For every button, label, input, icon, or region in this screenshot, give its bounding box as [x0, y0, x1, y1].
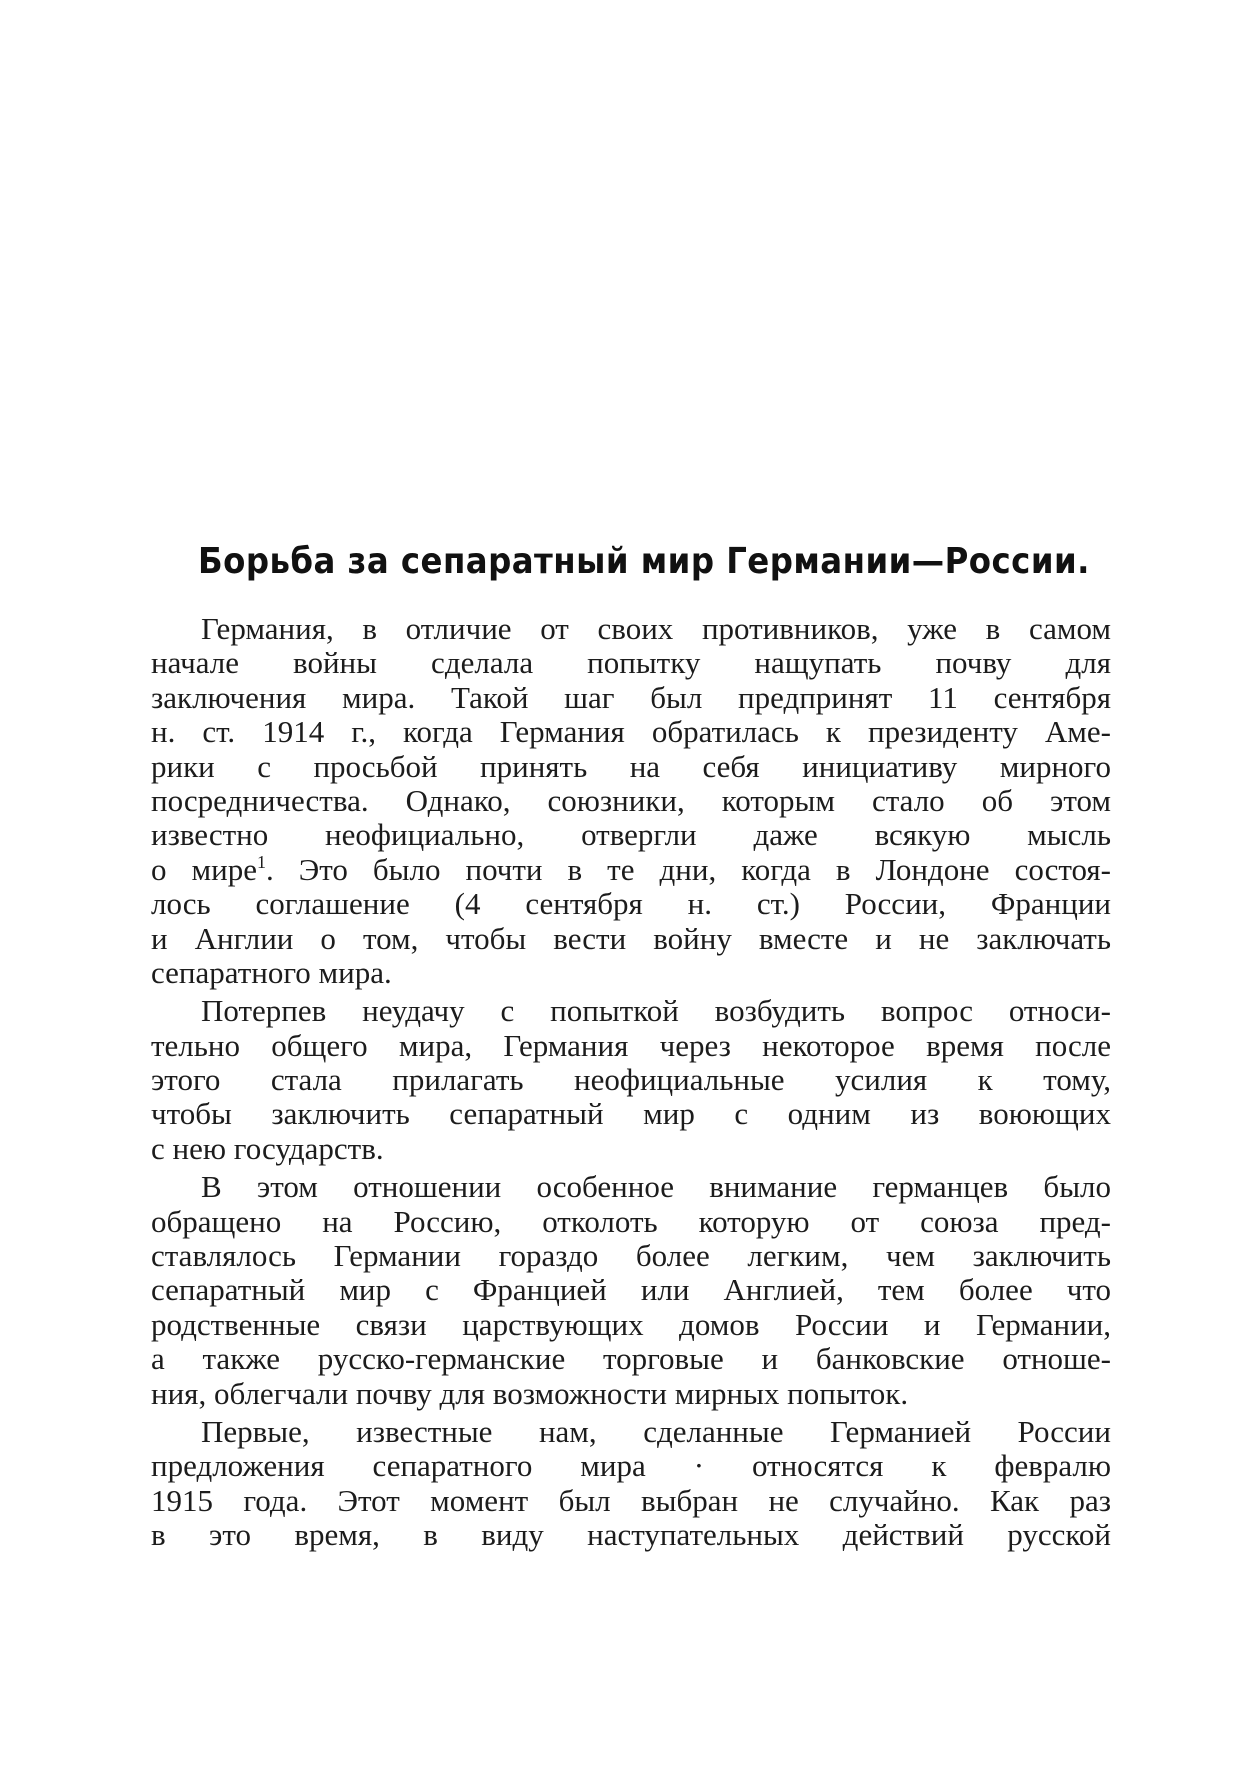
page-title: Борьба за сепаратный мир Германии—России.: [198, 541, 1090, 582]
text-line: чтобы заключить сепаратный мир с одним из воюющих: [151, 1096, 1111, 1132]
text-line: в это время, в виду наступательных действий русской: [151, 1517, 1111, 1553]
text-line: н. ст. 1914 г., когда Германия обратилась к президенту Аме-: [151, 714, 1111, 750]
text-line: заключения мира. Такой шаг был предпринят 11 сентября: [151, 679, 1111, 715]
text-line: ставлялось Германии гораздо более легким, чем заключить: [151, 1238, 1111, 1274]
text-line: а также русско-германские торговые и банковские отноше-: [151, 1341, 1111, 1377]
text-line: лось соглашение (4 сентября н. ст.) России, Франции: [151, 886, 1111, 922]
text-line: тельно общего мира, Германия через некоторое время после: [151, 1027, 1111, 1063]
paragraph-2: [151, 994, 1111, 1166]
text-line: ния, облегчали почву для возможности мирных попыток.: [151, 1375, 909, 1411]
text-line: сепаратный мир с Францией или Англией, тем более что: [151, 1272, 1111, 1308]
text-line: В этом отношении особенное внимание германцев было: [201, 1169, 1111, 1205]
article-body: [151, 612, 1111, 1553]
text-line: известно неофициально, отвергли даже всякую мысль: [151, 817, 1111, 853]
text-fragment: о мире: [151, 851, 257, 887]
text-line: родственные связи царствующих домов России и Германии,: [151, 1306, 1111, 1342]
text-line: Потерпев неудачу с попыткой возбудить вопрос относи-: [201, 993, 1111, 1029]
text-line: рики с просьбой принять на себя инициативу мирного: [151, 748, 1111, 784]
footnote-marker[interactable]: 1: [257, 851, 266, 872]
text-line: предложения сепаратного мира · относятся к февралю: [151, 1448, 1111, 1484]
text-line: Первые, известные нам, сделанные Германией России: [201, 1413, 1111, 1449]
text-fragment: . Это было почти в те дни, когда в Лондоне состоя-: [266, 851, 1111, 887]
text-line: с нею государств.: [151, 1130, 384, 1166]
text-line: обращено на Россию, отколоть которую от союза пред-: [151, 1203, 1111, 1239]
paragraph-4: [151, 1415, 1111, 1553]
paragraph-3: [151, 1170, 1111, 1411]
text-line: посредничества. Однако, союзники, которым стало об этом: [151, 782, 1111, 818]
text-line: и Англии о том, чтобы вести войну вместе и не заключать: [151, 920, 1111, 956]
text-line: 1915 года. Этот момент был выбран не случайно. Как раз: [151, 1482, 1111, 1518]
text-line: Германия, в отличие от своих противников, уже в самом: [201, 611, 1111, 646]
text-line: этого стала прилагать неофициальные усилия к тому,: [151, 1062, 1111, 1098]
text-line: сепаратного мира.: [151, 954, 392, 990]
text-line-with-footnote: [151, 853, 1111, 887]
paragraph-1: [151, 612, 1111, 990]
text-line: начале войны сделала попытку нащупать почву для: [151, 645, 1111, 681]
